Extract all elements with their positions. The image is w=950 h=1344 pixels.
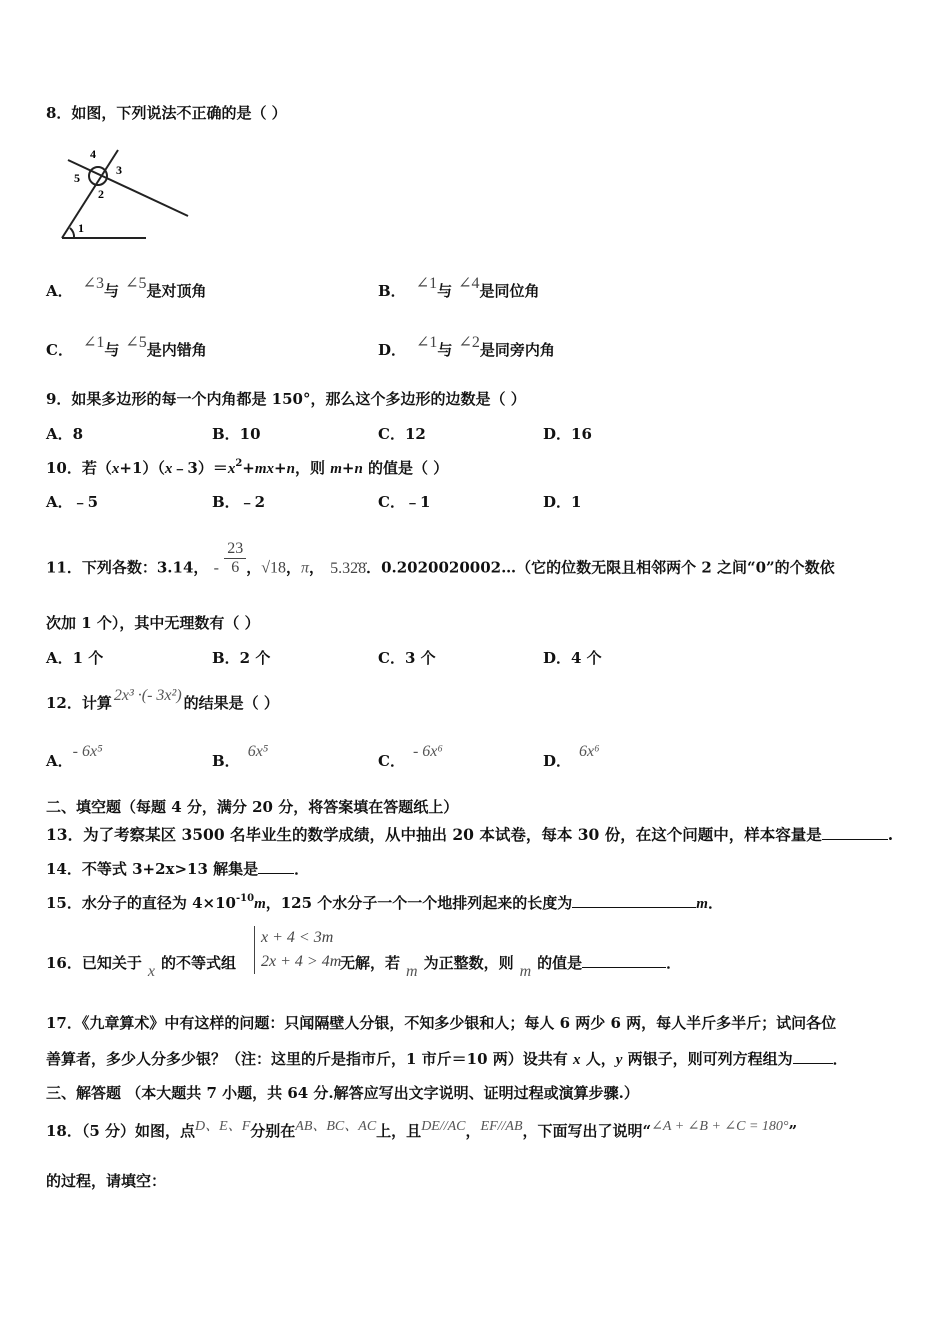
unit-m: m	[254, 896, 266, 912]
text: ，则	[294, 459, 331, 477]
q17-line2	[46, 1048, 848, 1069]
text: ，125 个水分子一个一个地排列起来的长度为	[265, 894, 573, 912]
q12-stem	[46, 687, 279, 713]
text: +	[274, 459, 287, 477]
text: ，	[246, 558, 262, 577]
text: 分别在	[250, 1122, 296, 1140]
q8-stem: 8．如图，下列说法不正确的是（ ）	[46, 104, 287, 122]
figure-angle-arc	[70, 228, 74, 238]
q9-option-b[interactable]: B．10	[212, 425, 261, 443]
parallel-2: EF//AB	[480, 1119, 523, 1134]
angle-1: ∠1	[416, 334, 438, 351]
option-label: A．	[46, 282, 73, 300]
exponent: 2	[235, 458, 243, 469]
points: D、E、F	[195, 1119, 251, 1134]
angle-3: ∠3	[82, 275, 105, 292]
answer-blank[interactable]	[572, 895, 696, 908]
answer-blank[interactable]	[822, 827, 888, 840]
q12-option-a[interactable]	[46, 743, 103, 771]
text: ．	[832, 1050, 848, 1068]
q11-option-d[interactable]: D．4 个	[543, 649, 602, 667]
angle-sum-equation: ∠A + ∠B + ∠C = 180°	[651, 1119, 789, 1134]
text: ，	[465, 1122, 481, 1140]
q16-stem	[46, 952, 682, 980]
q18-line1	[46, 1120, 797, 1141]
q10-option-c[interactable]: C．﹣1	[378, 493, 431, 511]
q12-option-c[interactable]	[378, 743, 443, 771]
text: 12．计算	[46, 694, 112, 712]
option-value: - 6x⁶	[412, 743, 443, 760]
q9-option-d[interactable]: D．16	[543, 425, 592, 443]
answer-blank[interactable]	[258, 861, 294, 874]
figure-ray-2	[62, 150, 118, 238]
text: 16．已知关于	[46, 954, 142, 972]
text: ”	[788, 1122, 798, 1140]
text: 的值是（ ）	[362, 459, 449, 477]
text: ．	[294, 860, 310, 878]
option-value: - 6x⁵	[72, 743, 103, 760]
var-m: m	[406, 963, 418, 980]
text: ．0.2020020002…（它的位数无限且相邻两个 2 之间“0”的个数依	[366, 558, 835, 577]
option-label: C．	[46, 341, 73, 359]
option-label: D．	[378, 341, 407, 359]
answer-blank[interactable]	[582, 955, 666, 968]
connector: 与	[437, 282, 453, 300]
section-2-heading: 二、填空题（每题 4 分，满分 20 分，将答案填在答题纸上）	[46, 798, 459, 816]
text: ，下面写出了说明“	[522, 1122, 652, 1140]
text: 10．若（	[46, 459, 112, 477]
q17-line1: 17．《九章算术》中有这样的问题：只闻隔壁人分银，不知多少银和人；每人 6 两少 6 两，每人半斤多半斤；试问各位	[46, 1014, 837, 1032]
option-text: 是同旁内角	[479, 341, 555, 359]
section-3-heading: 三、解答题 （本大题共 7 小题，共 64 分.解答应写出文字说明、证明过程或演算步骤.）	[46, 1084, 639, 1102]
text: 18．（5 分）如图，点	[46, 1122, 196, 1140]
text: 的不等式组	[160, 954, 236, 972]
inequality-system	[254, 926, 341, 974]
var-m: m	[330, 461, 342, 477]
var-n: n	[286, 461, 295, 477]
angle-5: ∠5	[125, 275, 147, 292]
q9-option-c[interactable]: C．12	[378, 425, 426, 443]
inequality-2: 2x + 4 > 4m	[261, 953, 342, 970]
q8-option-d[interactable]	[378, 334, 555, 360]
var-x: x	[227, 461, 236, 477]
unit-m: m	[696, 896, 708, 912]
q10-option-b[interactable]: B．﹣2	[212, 493, 266, 511]
figure-label-3: 3	[116, 163, 122, 177]
connector: 与	[104, 282, 120, 300]
expression: 2x³ ·(- 3x²)	[113, 687, 182, 704]
text: ，	[286, 558, 302, 577]
q15-stem	[46, 892, 723, 913]
text: 两银子，则可列方程组为	[622, 1050, 793, 1068]
var-mx: mx	[254, 461, 275, 477]
option-label: B．	[378, 282, 406, 300]
var-x: x	[572, 1052, 581, 1068]
minus-sign: -	[213, 559, 219, 577]
q8-option-a[interactable]	[46, 275, 207, 301]
exponent: -10	[235, 893, 255, 904]
numerator: 23	[224, 540, 246, 559]
q12-option-d[interactable]	[543, 743, 600, 771]
q11-option-b[interactable]: B．2 个	[212, 649, 271, 667]
figure-label-4: 4	[90, 147, 96, 161]
q10-option-a[interactable]: A．﹣5	[46, 493, 99, 511]
q13-stem: 13．为了考察某区 3500 名毕业生的数学成绩，从中抽出 20 本试卷，每本 30 份，在这个问题中，样本容量是 .	[46, 825, 894, 844]
var-x: x	[147, 963, 155, 980]
text: 15．水分子的直径为 4×10	[46, 894, 236, 912]
text: ．	[707, 894, 723, 912]
text: 人，	[580, 1050, 616, 1068]
text: ．	[666, 954, 682, 972]
denominator: 6	[231, 559, 240, 576]
var-x: x	[164, 461, 173, 477]
angle-2: ∠2	[458, 334, 480, 351]
var-x: x	[111, 461, 120, 477]
q11-option-c[interactable]: C．3 个	[378, 649, 436, 667]
option-label: A．	[46, 752, 73, 770]
repeating-decimal: 5.32̇8̇	[330, 559, 367, 577]
angle-4: ∠4	[458, 275, 480, 292]
text: 的结果是（ ）	[183, 694, 279, 712]
q12-option-b[interactable]	[212, 743, 269, 771]
var-n: n	[354, 461, 363, 477]
q9-option-a[interactable]: A．8	[46, 425, 84, 443]
option-text: 是同位角	[479, 282, 540, 300]
q18-line2: 的过程，请填空：	[46, 1172, 167, 1190]
q8-option-b[interactable]	[378, 275, 540, 301]
sides: AB、BC、AC	[295, 1119, 377, 1134]
angle-5: ∠5	[125, 334, 147, 351]
text: 的值是	[537, 954, 583, 972]
q11-stem	[46, 540, 835, 587]
angle-1: ∠1	[415, 275, 438, 292]
option-value: 6x⁶	[579, 743, 600, 760]
text: 11．下列各数：3.14，	[46, 558, 209, 577]
inequality-1: x + 4 < 3m	[261, 929, 334, 946]
text: 14．不等式 3+2x>13 解集是	[46, 860, 259, 878]
option-text: 是对顶角	[146, 282, 207, 300]
connector: 与	[104, 341, 120, 359]
q8-option-c[interactable]	[46, 334, 207, 360]
text: 善算者，多少人分多少银？（注：这里的斤是指市斤，1 市斤＝10 两）设共有	[46, 1050, 573, 1068]
answer-blank[interactable]	[793, 1051, 833, 1064]
q11-stem-line2: 次加 1 个），其中无理数有（ ）	[46, 614, 260, 632]
q11-option-a[interactable]: A．1 个	[46, 649, 104, 667]
q8-figure	[56, 142, 196, 246]
sqrt-18: √18	[261, 559, 287, 577]
angle-1: ∠1	[82, 334, 105, 351]
parallel-1: DE//AC	[421, 1119, 466, 1134]
var-m: m	[519, 963, 532, 980]
connector: 与	[437, 341, 453, 359]
fraction	[224, 540, 246, 577]
option-label: C．	[378, 752, 405, 770]
figure-label-1: 1	[78, 221, 84, 235]
q10-stem	[46, 457, 448, 478]
q14-stem	[46, 858, 309, 879]
pi: π	[301, 559, 310, 577]
figure-ray-1	[68, 160, 188, 216]
option-value: 6x⁵	[247, 743, 269, 760]
text: 无解，若	[340, 954, 401, 972]
text: ，	[309, 558, 325, 577]
text: 为正整数，则	[423, 954, 514, 972]
text: +	[341, 459, 355, 477]
q10-option-d[interactable]: D．1	[543, 493, 582, 511]
q9-stem: 9．如果多边形的每一个内角都是 150°，那么这个多边形的边数是（ ）	[46, 390, 526, 408]
text: 13．为了考察某区 3500 名毕业生的数学成绩，从中抽出 20 本试卷，每本 30 份，在这个问题中，样本容量是	[46, 825, 822, 844]
text: +1）（	[119, 459, 165, 477]
text: 上，且	[376, 1122, 422, 1140]
option-label: B．	[212, 752, 240, 770]
option-text: 是内错角	[146, 341, 207, 359]
var-y: y	[615, 1052, 623, 1068]
text: ﹣3）＝	[172, 459, 228, 477]
text: +	[242, 459, 255, 477]
figure-label-5: 5	[74, 171, 80, 185]
figure-label-2: 2	[98, 187, 104, 201]
option-label: D．	[543, 752, 572, 770]
